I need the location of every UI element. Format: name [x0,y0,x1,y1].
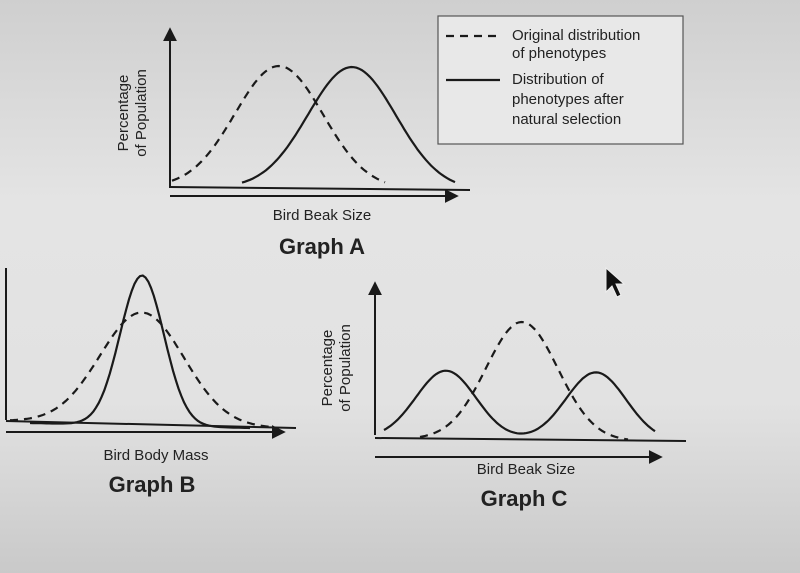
graph-c-ylabel-line2: of Population [337,324,354,412]
graph-b-title: Graph B [108,472,196,497]
legend-after-line3: natural selection [512,111,622,128]
mouse-cursor-icon [606,268,624,297]
legend-after-line1: Distribution of [512,71,604,88]
graph-c-baseline [375,438,686,441]
graph-c-ylabel-line1: Percentage [319,329,336,407]
graph-a-after-curve [242,67,455,183]
graph-c-xlabel: Bird Beak Size [476,461,576,478]
graph-a-title: Graph A [279,234,365,259]
graph-c [319,284,686,511]
graph-b [6,268,296,497]
graph-c-original-curve [420,322,628,440]
graph-c-title: Graph C [480,486,568,511]
graph-a-ylabel-line2: of Population [133,69,150,157]
graph-a-xlabel: Bird Beak Size [272,207,372,224]
graph-c-after-curve [384,371,655,434]
graph-a [115,30,470,259]
legend [438,16,683,144]
graph-a-original-curve [172,66,385,182]
graph-a-ylabel-line1: Percentage [115,74,132,152]
legend-original-line2: of phenotypes [512,45,607,62]
legend-after-line2: phenotypes after [512,91,624,108]
graph-b-original-curve [10,313,272,428]
graph-b-xlabel: Bird Body Mass [103,447,209,464]
legend-original-line1: Original distribution [512,27,641,44]
graph-a-baseline [170,187,470,190]
